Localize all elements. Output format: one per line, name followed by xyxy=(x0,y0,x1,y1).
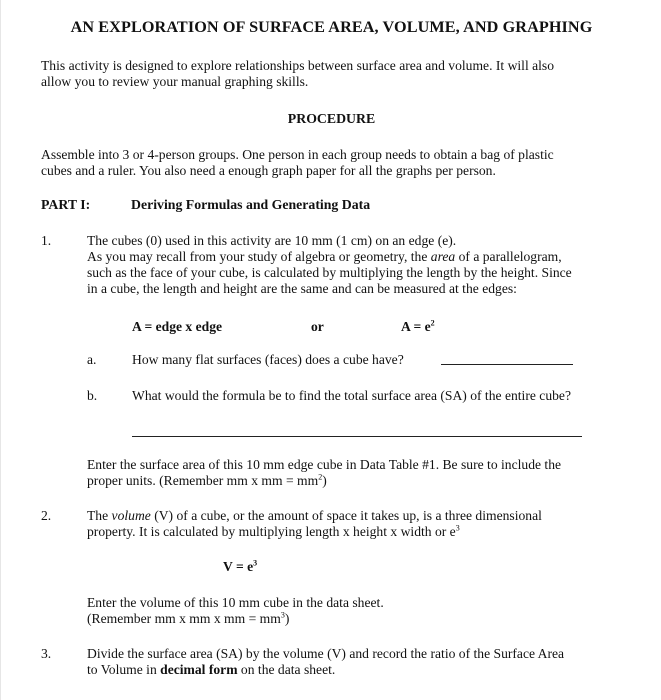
formula-area-left: A = edge x edge xyxy=(132,319,223,334)
answer-line-1a[interactable] xyxy=(441,364,573,365)
item-2-number: 2. xyxy=(41,508,52,523)
item-1-line-2: As you may recall from your study of algebra or geometry, the area of a parallelogram, xyxy=(87,249,562,264)
item-2-line-2: property. It is calculated by multiplying length x height x width or $e^3$ xyxy=(87,523,460,539)
assemble-line-1: Assemble into 3 or 4-person groups. One person in each group needs to obtain a bag of plastic xyxy=(41,147,554,162)
item-2-line-1: The volume (V) of a cube, or the amount of space it takes up, is a three dimensional xyxy=(87,508,542,523)
item-2-text xyxy=(87,508,542,540)
item-1-number: 1. xyxy=(41,233,52,248)
item-1-enter-line-1: Enter the surface area of this 10 mm edge cube in Data Table #1. Be sure to include the xyxy=(87,457,562,472)
intro-line-2: allow you to review your manual graphing skills. xyxy=(41,74,309,89)
item-2-enter-line-2: (Remember mm x mm x mm = $mm^3$) xyxy=(87,610,290,626)
answer-line-1b[interactable] xyxy=(132,436,582,437)
document-title: AN EXPLORATION OF SURFACE AREA, VOLUME, AND GRAPHING xyxy=(70,18,593,36)
intro-paragraph xyxy=(41,58,554,90)
item-1-text xyxy=(87,233,572,297)
assemble-paragraph xyxy=(41,147,554,179)
item-3-line-1: Divide the surface area (SA) by the volume (V) and record the ratio of the Surface Area xyxy=(87,646,565,661)
item-1a-question: How many flat surfaces (faces) does a cube have? xyxy=(132,352,404,367)
part1-title: Deriving Formulas and Generating Data xyxy=(131,197,371,212)
item-1-enter-instructions xyxy=(87,457,561,489)
assemble-line-2: cubes and a ruler. You also need a enough graph paper for all the graphs per person. xyxy=(41,163,496,178)
item-3-number: 3. xyxy=(41,646,52,661)
item-1b-question: What would the formula be to find the total surface area (SA) of the entire cube? xyxy=(132,388,571,403)
item-3-text xyxy=(87,646,564,678)
item-1-line-4: in a cube, the length and height are the same and can be measured at the edges: xyxy=(87,281,517,296)
item-1b-label: b. xyxy=(87,388,98,403)
item-1-line-1: The cubes (0) used in this activity are 10 mm (1 cm) on an edge (e). xyxy=(87,233,457,248)
part1-label: PART I: xyxy=(41,197,91,212)
formula-area-right: $A = e^2$ xyxy=(401,318,435,334)
item-1-enter-line-2: proper units. (Remember mm x mm = $mm^2$) xyxy=(87,472,327,488)
formula-volume: $V = e^3$ xyxy=(223,558,258,574)
item-2-enter-instructions xyxy=(87,595,384,627)
item-1-line-3: such as the face of your cube, is calculated by multiplying the length by the height. Since xyxy=(87,265,572,280)
formula-or: or xyxy=(311,319,324,334)
item-3-line-2: to Volume in decimal form on the data sheet. xyxy=(87,662,336,677)
item-2-enter-line-1: Enter the volume of this 10 mm cube in the data sheet. xyxy=(87,595,384,610)
item-1a-label: a. xyxy=(87,352,97,367)
procedure-heading: PROCEDURE xyxy=(287,111,376,126)
intro-line-1: This activity is designed to explore relationships between surface area and volume. It will also xyxy=(41,58,555,73)
